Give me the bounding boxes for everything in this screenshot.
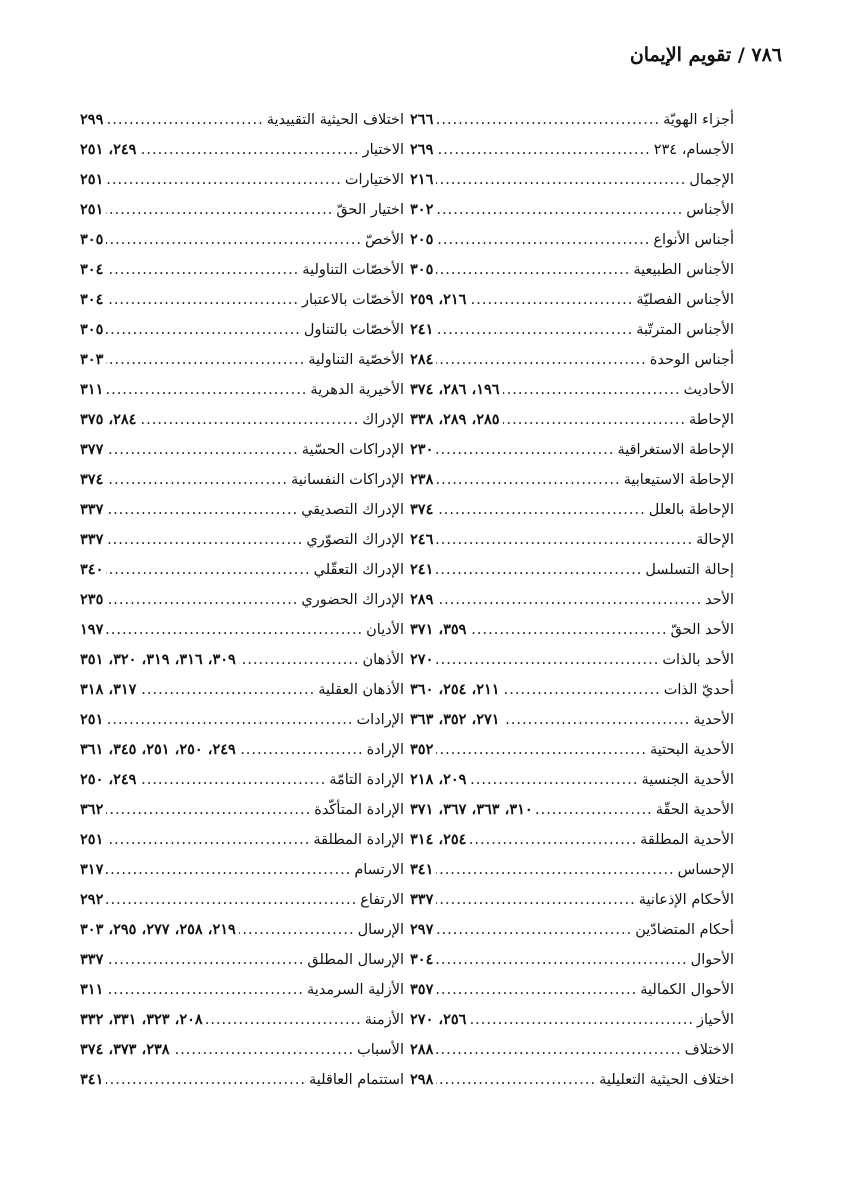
index-page-numbers: ٢٨٤ — [410, 351, 434, 368]
dot-leader — [106, 802, 311, 818]
dot-leader — [436, 532, 693, 548]
index-term: الإرسال المطلق — [307, 952, 404, 968]
dot-leader — [436, 202, 683, 218]
index-term: الأحكام الإذعانية — [638, 892, 734, 908]
index-page-numbers: ٣٧٤ — [80, 471, 104, 488]
dot-leader — [139, 772, 326, 788]
index-page-numbers: ٢٥١ — [80, 831, 104, 848]
index-page-numbers: ٢٨٥، ٢٨٩، ٣٣٨ — [410, 411, 500, 428]
index-page-numbers: ٣٧٤ — [410, 501, 434, 518]
index-page-numbers: ١٩٧ — [80, 621, 104, 638]
index-entry — [80, 561, 404, 591]
dot-leader — [106, 532, 303, 548]
dot-leader — [173, 1042, 355, 1058]
index-term: الإدراكات الحسّية — [301, 442, 404, 458]
dot-leader — [139, 682, 315, 698]
index-page-numbers: ٣٥٢ — [410, 741, 434, 758]
index-page-numbers: ٣٧٧ — [80, 441, 104, 458]
index-page-numbers: ٢٥١ — [80, 201, 104, 218]
index-page-numbers: ٣٠٢ — [410, 201, 434, 218]
index-entry — [80, 231, 404, 261]
index-term: الإرادة التامّة — [329, 772, 404, 788]
index-entry — [410, 171, 734, 201]
dot-leader — [106, 502, 298, 518]
index-page-numbers: ٢٦٩ — [410, 141, 434, 158]
index-page-numbers: ١٩٦، ٢٨٦، ٣٧٤ — [410, 381, 500, 398]
index-term: الاختيار — [362, 142, 404, 158]
dot-leader — [106, 262, 299, 278]
index-page-numbers: ٢١٦ — [410, 171, 434, 188]
index-page-numbers: ٣٣٧ — [80, 531, 104, 548]
dot-leader — [436, 1072, 596, 1088]
index-term: الإدراك — [362, 412, 404, 428]
index-term: الأخصّ — [364, 232, 404, 248]
index-entry — [80, 111, 404, 141]
dot-leader — [436, 742, 647, 758]
dot-leader — [106, 292, 299, 308]
index-page-numbers: ٢٩٢ — [80, 891, 104, 908]
index-entry — [410, 291, 734, 321]
index-page-numbers: ٣٥٩، ٣٧١ — [410, 621, 467, 638]
index-term: الأحياز — [696, 1012, 734, 1028]
index-term: الأزمنة — [364, 1012, 404, 1028]
index-entry — [410, 831, 734, 861]
index-entry — [410, 111, 734, 141]
index-page-numbers: ٣٣٧ — [80, 501, 104, 518]
index-page-numbers: ٣٠٥ — [80, 231, 104, 248]
dot-leader — [239, 652, 360, 668]
index-term: الإحاطة بالعلل — [648, 502, 734, 518]
index-entry — [80, 1041, 404, 1071]
dot-leader — [436, 862, 674, 878]
dot-leader — [106, 892, 357, 908]
index-page-numbers: ٣٤١ — [80, 1071, 104, 1088]
dot-leader — [106, 172, 342, 188]
dot-leader — [436, 142, 650, 158]
index-term: أجناس الأنواع — [653, 232, 734, 248]
index-entry — [80, 201, 404, 231]
index-entry — [80, 951, 404, 981]
index-entry — [80, 771, 404, 801]
dot-leader — [436, 322, 633, 338]
index-page-numbers: ٢١١، ٢٥٤، ٣٦٠ — [410, 681, 500, 698]
dot-leader — [503, 682, 661, 698]
dot-leader — [106, 862, 351, 878]
index-page-numbers: ٢٣٥ — [80, 591, 104, 608]
index-term: الإرادة المتأكّدة — [314, 802, 404, 818]
index-entry — [410, 921, 734, 951]
index-page-numbers: ٢٤٩، ٢٥١ — [80, 141, 137, 158]
dot-leader — [106, 712, 353, 728]
dot-leader — [106, 1072, 306, 1088]
index-page-numbers: ٢٩٨ — [410, 1071, 434, 1088]
index-entry — [80, 651, 404, 681]
dot-leader — [469, 772, 638, 788]
index-entry — [80, 501, 404, 531]
index-page-numbers: ٣٣٧ — [80, 951, 104, 968]
dot-leader — [436, 112, 660, 128]
index-term: الأجناس الفصليّة — [636, 292, 734, 308]
index-page-numbers: ٣٠٤ — [80, 291, 104, 308]
index-page-numbers: ٣٠٤ — [80, 261, 104, 278]
index-term: الأجسام، ٢٣٤ — [653, 142, 734, 158]
index-entry — [410, 1011, 734, 1041]
index-page-numbers: ٢٧١، ٣٥٢، ٣٦٣ — [410, 711, 500, 728]
index-entry — [410, 471, 734, 501]
dot-leader — [106, 352, 305, 368]
index-entry — [80, 831, 404, 861]
dot-leader — [436, 502, 645, 518]
index-entry — [410, 501, 734, 531]
index-page-numbers: ٢٤٦ — [410, 531, 434, 548]
index-term: الإحالة — [696, 532, 734, 548]
index-term: الإحساس — [677, 862, 734, 878]
index-page-numbers: ٣٠٥ — [80, 321, 104, 338]
index-term: الأخصّات بالاعتبار — [301, 292, 404, 308]
index-term: إحالة التسلسل — [645, 562, 734, 578]
index-term: الإدراكات النفسانية — [290, 472, 404, 488]
index-entry — [80, 681, 404, 711]
index-page-numbers: ٣٠٩، ٣١٦، ٣١٩، ٣٢٠، ٣٥١ — [80, 651, 236, 668]
index-term: أحديّ الذات — [663, 682, 734, 698]
index-entry — [410, 951, 734, 981]
dot-leader — [436, 922, 632, 938]
index-term: الأحدية الحقّة — [655, 802, 734, 818]
index-page-numbers: ٢٦٦ — [410, 111, 434, 128]
index-entry — [80, 591, 404, 621]
index-entry — [80, 291, 404, 321]
dot-leader — [436, 262, 630, 278]
index-page-numbers: ٣١١ — [80, 381, 104, 398]
index-entry — [410, 771, 734, 801]
index-page-numbers: ٢٥١ — [80, 171, 104, 188]
index-term: الإدراك الحضوري — [301, 592, 404, 608]
index-term: الإدراك التصديقي — [301, 502, 404, 518]
index-entry — [410, 411, 734, 441]
index-entry — [80, 621, 404, 651]
index-entry — [410, 801, 734, 831]
dot-leader — [106, 442, 298, 458]
dot-leader — [106, 592, 298, 608]
index-entry — [410, 441, 734, 471]
index-entry — [80, 441, 404, 471]
index-term: الأحدية المطلقة — [640, 832, 734, 848]
index-entry — [410, 651, 734, 681]
index-term: الأخصّات التناولية — [302, 262, 404, 278]
index-entry — [80, 891, 404, 921]
index-entry — [410, 141, 734, 171]
index-entry — [80, 531, 404, 561]
index-entry — [80, 711, 404, 741]
index-entry — [80, 171, 404, 201]
index-entry — [80, 1071, 404, 1101]
index-term: الأحدية — [693, 712, 734, 728]
index-term: استتمام العاقلية — [308, 1072, 404, 1088]
dot-leader — [469, 292, 633, 308]
dot-leader — [106, 562, 310, 578]
index-page-numbers: ٣١٠، ٣٦٣، ٣٦٧، ٣٧١ — [410, 801, 533, 818]
index-term: الأذهان — [362, 652, 404, 668]
index-page-numbers: ٢٩٩ — [80, 111, 104, 128]
index-term: الارتسام — [354, 862, 404, 878]
index-page-numbers: ٢١٩، ٢٥٨، ٢٧٧، ٢٩٥، ٣٠٣ — [80, 921, 236, 938]
index-page-numbers: ٢٥١ — [80, 711, 104, 728]
index-column-right — [410, 111, 734, 1101]
index-entry — [410, 621, 734, 651]
index-page-numbers: ٢٤١ — [410, 321, 434, 338]
index-term: الإحاطة — [689, 412, 734, 428]
index-page-numbers: ٢٨٨ — [410, 1041, 434, 1058]
dot-leader — [436, 562, 642, 578]
dot-leader — [106, 382, 307, 398]
index-page-numbers: ٢٩٧ — [410, 921, 434, 938]
dot-leader — [436, 172, 686, 188]
dot-leader — [106, 202, 333, 218]
page-header: ٧٨٦ / تقويم الإيمان — [629, 44, 782, 66]
index-term: الأخصّية التناولية — [308, 352, 404, 368]
index-entry — [410, 381, 734, 411]
index-page-numbers: ٢٨٩ — [410, 591, 434, 608]
index-term: الإحاطة الاستيعابية — [623, 472, 734, 488]
index-term: الأحدية البحتية — [650, 742, 734, 758]
index-term: الأديان — [366, 622, 404, 638]
dot-leader — [436, 472, 620, 488]
index-page-numbers: ٢١٦، ٢٥٩ — [410, 291, 467, 308]
index-term: الأحد — [705, 592, 734, 608]
dot-leader — [436, 892, 635, 908]
index-entry — [410, 981, 734, 1011]
index-entry — [80, 861, 404, 891]
index-entry — [410, 201, 734, 231]
dot-leader — [503, 382, 681, 398]
index-entry — [410, 741, 734, 771]
index-page-numbers: ٢٣٨، ٣٧٣، ٣٧٤ — [80, 1041, 170, 1058]
index-column-left — [80, 111, 404, 1101]
index-page-numbers: ٢٤٩، ٢٥٠، ٢٥١، ٣٤٥، ٣٦١ — [80, 741, 236, 758]
index-page-numbers: ٢٠٥ — [410, 231, 434, 248]
index-term: الأحوال الكمالية — [640, 982, 734, 998]
dot-leader — [106, 472, 288, 488]
index-entry — [80, 261, 404, 291]
index-entry — [410, 231, 734, 261]
index-term: الأسباب — [357, 1042, 404, 1058]
index-entry — [80, 1011, 404, 1041]
index-term: الأجناس المترتّبة — [636, 322, 734, 338]
index-entry — [410, 861, 734, 891]
index-page-numbers: ٣٠٥ — [410, 261, 434, 278]
dot-leader — [106, 232, 362, 248]
index-page-numbers: ٣١١ — [80, 981, 104, 998]
index-entry — [410, 1041, 734, 1071]
index-entry — [410, 591, 734, 621]
index-entry — [80, 141, 404, 171]
dot-leader — [436, 982, 637, 998]
index-entry — [80, 321, 404, 351]
dot-leader — [239, 922, 355, 938]
dot-leader — [469, 1012, 693, 1028]
index-page-numbers: ٣٦٢ — [80, 801, 104, 818]
index-entry — [80, 801, 404, 831]
index-entry — [80, 471, 404, 501]
dot-leader — [436, 352, 646, 368]
index-entry — [410, 561, 734, 591]
index-entry — [80, 741, 404, 771]
index-term: الارتفاع — [360, 892, 404, 908]
index-entry — [410, 711, 734, 741]
index-entry — [410, 681, 734, 711]
index-term: الإدراك التصوّري — [306, 532, 404, 548]
index-page-numbers: ٣٥٧ — [410, 981, 434, 998]
index-page-numbers: ٣٠٣ — [80, 351, 104, 368]
dot-leader — [536, 802, 653, 818]
index-term: الأحوال — [690, 952, 734, 968]
index-term: الاختلاف — [684, 1042, 734, 1058]
index-term: الاختيارات — [344, 172, 404, 188]
index-page-numbers: ٢٤١ — [410, 561, 434, 578]
dot-leader — [106, 322, 301, 338]
index-entry — [410, 1071, 734, 1101]
index-entry — [410, 321, 734, 351]
index-page-numbers: ٣١٧، ٣١٨ — [80, 681, 137, 698]
index-entry — [410, 891, 734, 921]
index-page-numbers: ٢٣٠ — [410, 441, 434, 458]
index-term: الأحد الحقّ — [670, 622, 734, 638]
index-page-numbers: ٣١٧ — [80, 861, 104, 878]
dot-leader — [436, 232, 650, 248]
index-entry — [80, 411, 404, 441]
dot-leader — [106, 112, 263, 128]
index-page-numbers: ٢٧٠ — [410, 651, 434, 668]
index-page-numbers: ٢٨٤، ٣٧٥ — [80, 411, 137, 428]
index-term: الإرادات — [356, 712, 404, 728]
dot-leader — [106, 952, 304, 968]
index-page-numbers: ٣٤١ — [410, 861, 434, 878]
index-term: اختلاف الحيثية التقييدية — [266, 112, 404, 128]
index-term: الأحدية الجنسية — [641, 772, 734, 788]
dot-leader — [503, 412, 686, 428]
index-page-numbers: ٢٣٨ — [410, 471, 434, 488]
index-term: الإدراك التعقّلي — [313, 562, 404, 578]
index-page-numbers: ٢٥٦، ٢٧٠ — [410, 1011, 467, 1028]
dot-leader — [206, 1012, 362, 1028]
dot-leader — [239, 742, 364, 758]
index-page-numbers: ٣٠٤ — [410, 951, 434, 968]
index-entry — [410, 261, 734, 291]
index-entry — [80, 351, 404, 381]
index-term: الأزلية السرمدية — [306, 982, 404, 998]
index-term: أجزاء الهويّة — [663, 112, 734, 128]
index-term: الأحاديث — [683, 382, 734, 398]
index-entry — [410, 351, 734, 381]
dot-leader — [106, 832, 310, 848]
index-page-numbers: ٢٥٤، ٣١٤ — [410, 831, 467, 848]
index-page-numbers: ٢٤٩، ٢٥٠ — [80, 771, 137, 788]
index-term: اختيار الحقّ — [336, 202, 404, 218]
dot-leader — [469, 832, 637, 848]
index-term: الإرادة المطلقة — [313, 832, 404, 848]
index-term: أجناس الوحدة — [649, 352, 734, 368]
dot-leader — [503, 712, 691, 728]
index-page-numbers: ٣٤٠ — [80, 561, 104, 578]
index-term: الأخصّات بالتناول — [303, 322, 404, 338]
dot-leader — [106, 622, 363, 638]
dot-leader — [436, 442, 614, 458]
index-term: الأجناس الطبيعية — [633, 262, 734, 278]
dot-leader — [469, 622, 667, 638]
dot-leader — [106, 982, 304, 998]
index-page-numbers: ٣٣٧ — [410, 891, 434, 908]
index-entry — [80, 921, 404, 951]
index-term: أحكام المتضادّين — [635, 922, 734, 938]
dot-leader — [139, 412, 359, 428]
index-term: الأخيرية الدهرية — [310, 382, 404, 398]
dot-leader — [436, 952, 687, 968]
index-page-numbers: ٢٠٨، ٣٢٣، ٣٣١، ٣٣٢ — [80, 1011, 203, 1028]
index-term: اختلاف الحيثية التعليلية — [599, 1072, 734, 1088]
index-entry — [80, 381, 404, 411]
index-term: الأذهان العقلية — [318, 682, 404, 698]
index-term: الإحاطة الاستغراقية — [617, 442, 734, 458]
dot-leader — [139, 142, 359, 158]
index-term: الأحد بالذات — [662, 652, 734, 668]
dot-leader — [436, 1042, 681, 1058]
index-term: الإرسال — [357, 922, 404, 938]
index-entry — [80, 981, 404, 1011]
dot-leader — [436, 652, 659, 668]
index-term: الإرادة — [366, 742, 404, 758]
dot-leader — [436, 592, 702, 608]
index-entry — [410, 531, 734, 561]
index-page-numbers: ٢٠٩، ٢١٨ — [410, 771, 467, 788]
index-term: الإجمال — [689, 172, 734, 188]
index-term: الأجناس — [686, 202, 734, 218]
